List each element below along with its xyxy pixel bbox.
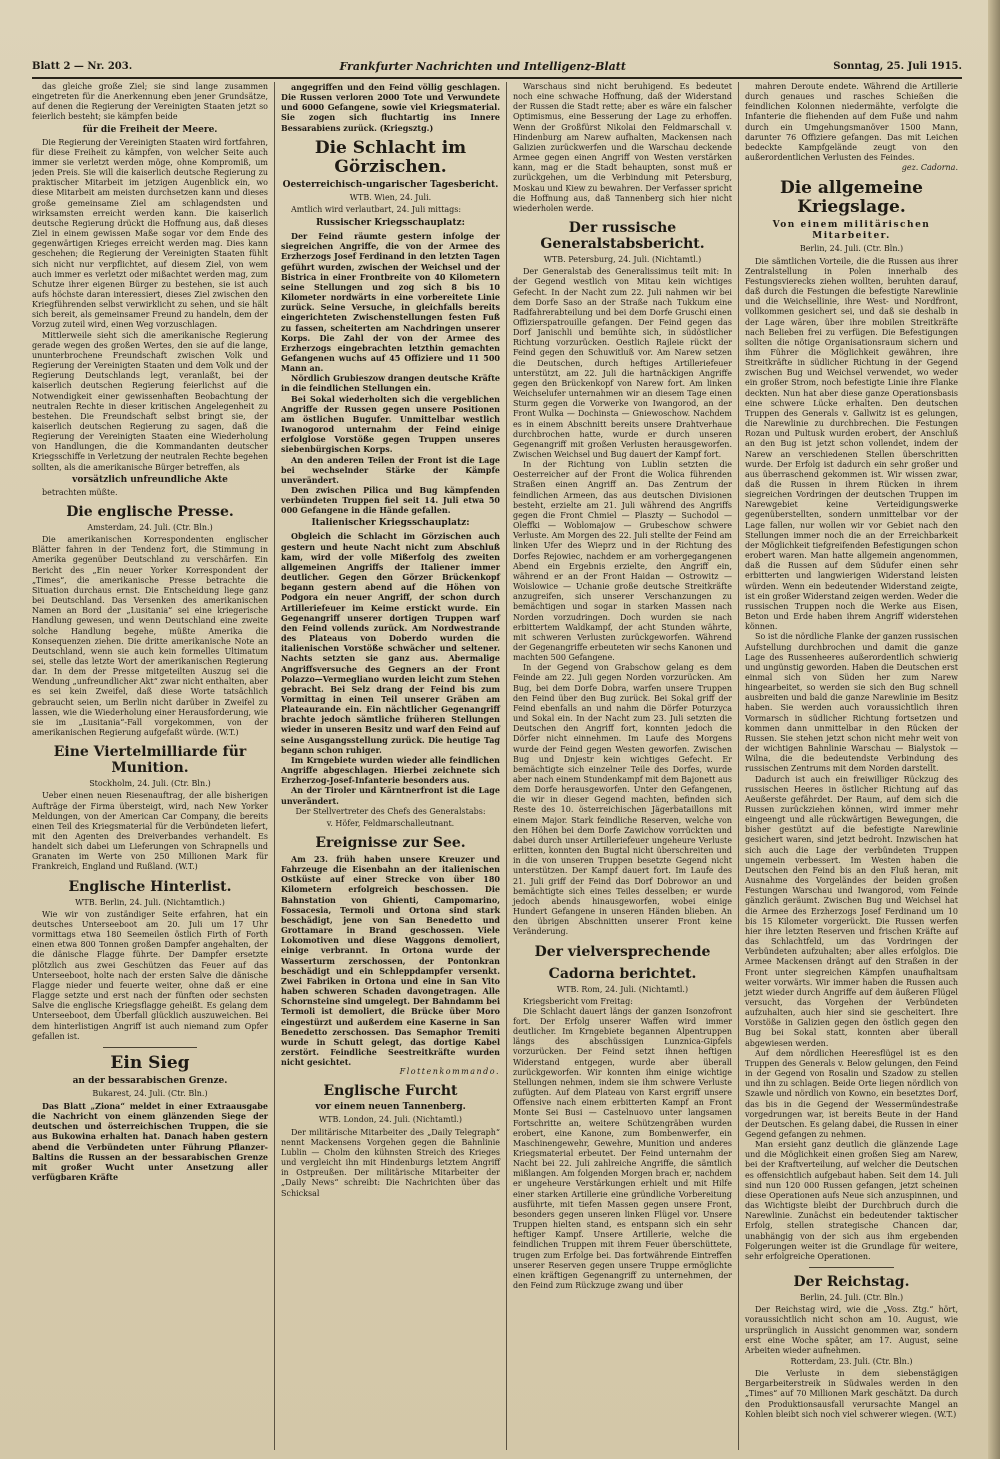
dateline: Berlin, 24. Juli. (Ctr. Bln.) (799, 244, 904, 254)
dateline: WTB. Rom, 24. Juli. (Nichtamtl.) (556, 984, 689, 994)
headline-kriegslage: Die allgemeine Kriegslage. (779, 178, 923, 218)
article-text: An der Tiroler und Kärntnerfront ist die Lage unverändert. (281, 785, 500, 806)
masthead (32, 58, 962, 74)
article-text: Der Generalstab des Generalissimus teilt mit: In der Gegend westlich von Mitau kein wichtiges Gefecht. In der Nacht zum 22. Juli nahmen wir bei dem Dorfe Saso an der Straße nach Tukkum eine Radfahrerabteilung und bei dem Dorfe Gruschi einen Offizierspatrouille gefangen. Der Feind gegen das Dorf Janischli und bemühte sich, in südöstlicher Richtung vorzurücken. Oestlich Rajleie rückt der Feind gegen den Schuwitluß vor. Am Narew setzen die Deutschen, durch heftiges Artilleriefeuer unterstützt, am 22. Juli die hartnäckigen Angriffe gegen den Brückenkopf von Narew fort. Am linken Weichselufer unternahmen wir an diesem Tage einen Sturm gegen die Vorwerke von Iwangorod, an der Front Wulka — Dochinsta — Gniewoschow. Nachdem es in einem Abschnitt bereits unsere Drahtverhaue durchbrochen hatte, wurde er durch unseren Gegenangriff mit großen Verlusten herausgeworfen. Zwischen Weichsel und Bug dauert der Kampf fort. (513, 267, 732, 459)
article-text: In der Richtung von Lublin setzten die Oesterreicher auf der Front die Wolica führenden Straßen einen Angriff an. Das Zentrum der feindlichen Armeen, das aus deutschen Divisionen besteht, erzielte am 21. Juli während des Angriffs gegen die Front Chmiel — Plaszty — Suchodol — Oleffki — Woblomajow — Grubeschow schwere Verluste. Am Morgen des 22. Juli stellte der Feind am linken Ufer des Wieprz und in der Richtung des Dorfes Rejowiec, nachdem er am vorhergegangenen Abend ein Ergebnis erzielte, den Angriff ein, während er an der Front Haidan — Ostrowitz — Woislowice — Uchanie große deutsche Streitkräfte anzugreifen, sich unserer Verschanzungen zu bemächtigen und sogar in starken Massen nach Norden vorzudringen. Doch wurden sie nach erbittertem Waldkampf, der acht Stunden währte, mit schweren Verlusten zurückgeworfen. Während der Gegenangriffe erbeuteten wir sechs Kanonen und machten 500 Gefangene. (513, 460, 732, 663)
article-text: betrachten müßte. (42, 487, 118, 497)
article-text: Amtlich wird verlautbart, 24. Juli mittags: (291, 204, 462, 214)
article-text: Mittlerweile sieht sich die amerikanische Regierung gerade wegen des großen Wertes, den sie auf die lange, ununterbrochene Freundschaft zwischen Volk und Regierung der Vereinigten Staaten und dem Volk und der Regierung Deutschlands legt, veranlaßt, bei der kaiserlich deutschen Regierung feierlichst auf die Notwendigkeit einer gewissenhaften Beobachtung der neutralen Rechte in dieser kritischen Angelegenheit zu bestehen. Die Freundschaft selbst bringt sie, der kaiserlich deutschen Regierung zu sagen, daß die Regierung der Vereinigten Staaten eine Wiederholung von Handlungen, die die Kommandanten deutscher Kriegsschiffe in Verletzung der neutralen Rechte begehen sollten, als die amerikanische Bürger betreffen, als (32, 330, 268, 472)
article-text: Die Verluste in dem siebenstägigen Bergarbeiterstreik in Südwales werden in den „Times“ auf 70 Millionen Mark geschätzt. Da durch den Produktionsausfall verursachte Mangel an Kohlen bleibt sich noch viel schwerer wiegen. (W.T.) (745, 1369, 958, 1419)
article-text: Am 23. früh haben unsere Kreuzer und Fahrzeuge die Eisenbahn an der italienischen Ostküste auf einer Strecke von über 180 Kilometern erfolgreich beschossen. Die Bahnstation von Ghienti, Campomarino, Fossacesia, Termoli und Ortona sind stark beschädigt, jene von San Benedetto und Grottamare in Brand geschossen. Viele Lokomotiven und diese Waggons demoliert, einige verbrannt. In Ortona wurde der Wasserturm zerschossen, der Pontonkran beschädigt und ein Schleppdampfer versenkt. Zwei Fabriken in Ortona und eine in San Vito haben schweren Schaden davongetragen. Alle Schornsteine sind umgelegt. Der Bahndamm bei Termoli ist demoliert, die Brücke über Moro eingestürzt und außerdem eine Kaserne in San Benedetto zerschossen. Das Semaphor Tremiti wurde in Schutt gelegt, das dortige Kabel zerstört. Feindliche Seestreitkräfte wurden nicht gesichtet. (281, 854, 500, 1068)
signature: v. Höfer, Feldmarschalleutnant. (326, 818, 455, 828)
dateline: Berlin, 24. Juli. (Ctr. Bln.) (799, 1293, 904, 1303)
article-text: Der militärische Mitarbeiter des „Daily Telegraph“ nennt Mackensens Vorgehen gegen die Bahnlinie Lublin — Cholm den kühnsten Streich des Krieges und vergleicht ihn mit Hindenburgs letztem Angriff in Ostpreußen. Der militärische Mitarbeiter der „Daily News“ schreibt: Die Nachrichten über das Schicksal (281, 1127, 500, 1198)
article-text: Wie wir von zuständiger Seite erfahren, hat ein deutsches Unterseeboot am 20. Juli um 17 Uhr vormittags etwa 180 Seemeilen östlich Firth of Forth einen etwa 800 Tonnen großen Dampfer angehalten, der die dänische Flagge führte. Der Dampfer ersetzte plötzlich aus zwei Geschützen das Feuer auf das Unterseeboot, holte nach der ersten Salve die dänische Flagge nieder und feuerte weiter, ohne daß er eine Flagge setzte und erst nach der fünften oder sechsten Salve die englische Kriegsflagge geheißt. Es gelang dem Unterseeboot, dem Überfall glücklich auszuweichen. Bei dem hinterlistigen Angriff ist auch niemand zum Opfer gefallen ist. (32, 909, 268, 1041)
signature: Der Stellvertreter des Chefs des Generalstabs: (295, 806, 486, 816)
headline-furcht-sub: vor einem neuen Tannenberg. (315, 1102, 466, 1113)
article-text: Der Reichstag wird, wie die „Voss. Ztg.“ hört, voraussichtlich nicht schon am 10. August, wie ursprünglich in Aussicht genommen war, sondern erst eine Woche später, am 17. August, seine Arbeiten wieder aufnehmen. (745, 1305, 958, 1355)
article-text: Die Schlacht dauert längs der ganzen Isonzofront fort. Der Erfolg unserer Waffen wird immer deutlicher. Im Krngebiete begannen Alpentruppen längs des abschüssigen Lunznica-Gipfels vorzurücken. Der Feind setzt ihnen heftigen Widerstand entgegen, wurde aber überall zurückgeworfen. Wir konnten ihm einige wichtige Stellungen nehmen, indem sie ihm schwere Verluste zufügten. Auf dem Plateau von Karst ergriff unsere Offensive nach einem erbitterten Kampf an Front Monte Sei Busi — Castelnuovo unter langsamen Fortschritte an, weitere Schützengräben wurden erobert, eine Kanone, zum Bombenwerfer, ein Maschinengewehr, Gewehre, Munition und anderes Kriegsmaterial erbeutet. Der Feind unternahm der Nacht bei 22. Juli zahlreiche Angriffe, die sämtlich mißlangen. Am folgenden Morgen brach er, nachdem er ungeheure Verstärkungen erhielt und mit Hilfe einer starken Artillerie eine gründliche Vorbereitung ausführte, mit tiefen Massen gegen unsere Front, besonders gegen unseren linken Flügel vor. Unsere Truppen hielten stand, es entspann sich ein sehr heftiger Kampf. Unsere Artillerie, welche die feindlichen Truppen mit ihrem Feuer überschüttete, trugen zum Erfolge bei. Das fortwährende Eintreffen unserer Reserven gegen unsere Truppe ermöglichte einen kräftigen Gegenangriff zu unternehmen, der den Feind zum Rückzuge zwang und über (513, 1006, 732, 1291)
headline-schlacht: Die Schlacht im Görzischen. (314, 137, 467, 177)
headline-munition: Eine Viertelmilliarde für Munition. (53, 744, 247, 777)
dateline: WTB. Berlin, 24. Juli. (Nichtamtlich.) (75, 897, 225, 907)
article-text: Auf dem nördlichen Heeresflügel ist es den Truppen des Generals v. Below gelungen, den Feind in der Gegend von Rosalin und Szadow zu stellen und ihn zu schlagen. Beide Orte liegen nördlich von Szawle und nördlich von Kowno, ein besetztes Dorf, das bis in die Gegend der Wessermündestraße vorgedrungen war, ist bereits Beute in der Hand der Deutschen. Es gelang dabei, die Russen in einer Gegend gefangen zu nehmen. (745, 1048, 958, 1139)
signature: gez. Cadorna. (901, 163, 958, 173)
dateline: Amsterdam, 24. Juli. (Ctr. Bln.) (87, 522, 213, 532)
headline-sieg: Ein Sieg (110, 1052, 190, 1073)
page-edge (988, 0, 1000, 1459)
article-text: Man ersieht ganz deutlich die glänzende Lage und die Möglichkeit einen großen Sieg am Narew, bei der Kraftverteilung, auf welcher die Deutschen es offensichtlich aufgebaut haben. Seit dem 14. Juli sind nun 120 000 Russen gefangen, jetzt scheinen diese Operationen aufs Neue sich anzuspinnen, und das Wichtigste bleibt der Durchbruch durch die Narewlinie. Zunächst ein bedeutender taktischer Erfolg, stellen strategische Chancen dar, unabhängig von der sich aus ihm ergebenden Folgerungen weiter ist die Grundlage für weitere, sehr erfolgreiche Operationen. (745, 1140, 958, 1261)
article-text: Obgleich die Schlacht im Görzischen auch gestern und heute Nacht nicht zum Abschluß kam, wird der volle Mißerfolg des zweiten allgemeinen Angriffs der Italiener immer deutlicher. Gegen den Görzer Brückenkopf begann gestern abend auf die Höhen von Podgora ein neuer Angriff, der schon durch Artilleriefeuer im Keime erstickt wurde. Ein Gegenangriff unserer dortigen Truppen warf den Feind vollends zurück. Am Nordwestrande des Plateaus von Doberdo wurden die italienischen Vorstöße schwächer und seltener. Nachts setzten sie ganz aus. Abermalige Angriffsversuche des Gegners an der Front Polazzo—Vermegliano wurden leicht zum Stehen gebracht. Bei Selz drang der Feind bis zum Vormittag in einen Teil unserer Gräben am Plateaurande ein. Ein nächtlicher Gegenangriff brachte jedoch sämtliche früheren Stellungen wieder in unseren Besitz und warf den Feind auf seine Ausgangsstellung zurück. Die heutige Tag begann schon ruhiger. (281, 531, 500, 755)
article-text: Der Feind räumte gestern infolge der siegreichen Angriffe, die von der Armee des Erzherzogs Josef Ferdinand in den letzten Tagen geführt wurden, zwischen der Weichsel und der Bistrica in einer Frontbreite von 40 Kilometern seine Stellungen und zog sich 8 bis 10 Kilometer nordwärts in eine vorbereitete Linie zurück. Seine Versuche, in gleichfalls bereits eingerichteten Zwischenstellungen festen Fuß zu fassen, scheiterten am Nachdringen unserer Korps. Die Zahl der von der Armee des Erzherzogs eingebrachten letzthin gemachten Gefangenen wuchs auf 45 Offiziere und 11 500 Mann an. (281, 231, 500, 374)
article-text: Die amerikanischen Korrespondenten englischer Blätter fahren in der Tendenz fort, die Stimmung in Amerika gegenüber Deutschland zu verschärfen. Ein Bericht des „Ein neuer Yorker Korrespondent der „Times“, die amerikanische Presse betrachte die Situation durchaus ernst. Die Entscheidung liege ganz bei Deutschland. Das Versenken des amerikanischen Namen an Bord der „Lusitania“ sei eine kriegerische Handlung gewesen, und wenn Deutschland eine zweite solche Handlung begehe, müßte Amerika die Konsequenzen ziehen. Die dritte amerikanische Note an Deutschland, wenn sie auch kein formelles Ultimatum sei, stelle das letzte Wort der amerikanischen Regierung dar. In dem der Presse mitgeteilten Auszug sei die Wendung „unfreundlicher Akt“ zwar nicht enthalten, aber es sei kein Zweifel, daß diese Worte tatsächlich gebraucht seien, um Berlin nicht darüber in Zweifel zu lassen, wie die Wiederholung einer Herausforderung, wie sie im „Lusitania“-Fall vorgekommen, von der amerikanischen Regierung aufgefaßt würde. (W.T.) (32, 535, 268, 738)
article-emphasis: vorsätzlich unfreundliche Akte (72, 474, 228, 485)
column-4 (738, 82, 964, 1450)
divider (809, 1267, 894, 1268)
article-subhead: Oesterreichisch-ungarischer Tagesbericht. (282, 179, 499, 190)
headline-cadorna-sub: Cadorna berichtet. (548, 965, 697, 982)
dateline: Stockholm, 24. Juli. (Ctr. Bln.) (89, 779, 211, 789)
headline-hinterlist: Englische Hinterlist. (68, 878, 232, 895)
article-text: mahren Deroute endete. Während die Artillerie durch genaues und rasches Schießen die feindlichen Kolonnen niedermähte, verfolgte die Infanterie die fliehenden auf dem Fuße und nahm durch ein Umgehungsmanöver 1500 Mann, darunter 76 Offiziere gefangen. Das mit Leichen bedeckte Kampfgelände zeugt von den außerordentlichen Verlusten des Feindes. (745, 82, 958, 163)
columns (32, 82, 964, 1450)
article-text: Im Krngebiete wurden wieder alle feindlichen Angriffe abgeschlagen. Hierbei zeichnete sich Erzherzog-Josef-Infanterie besonders aus. (281, 754, 500, 786)
headline-sieg-sub: an der bessarabischen Grenze. (72, 1075, 228, 1086)
divider (103, 1047, 197, 1048)
article-text: Kriegsbericht vom Freitag: (523, 996, 633, 1006)
dateline: Bukarest, 24. Juli. (Ctr. Bln.) (92, 1088, 208, 1098)
article-text: angegriffen und den Feind völlig geschlagen. Die Russen verloren 2000 Tote und Verwundete und 6000 Gefangene, sowie viel Kriegsmaterial. Sie zogen sich fluchtartig ins Innere Bessarabiens zurück. (Kriegsztg.) (281, 82, 500, 133)
article-text: Warschaus sind nicht beruhigend. Es bedeutet noch eine schwache Hoffnung, daß der Widerstand der Russen die Stadt rette; aber es wäre ein falscher Optimismus, eine Besserung der Lage zu erhoffen. Wenn der Großfürst Nikolai den Feldmarschall v. Hindenburg am Narew aufhalten, Mackensen nach Galizien zurückwerfen und die Warschau deckende Armee gegen einen Angriff von Westen verstärken kann, mag er die Stadt behaupten, sonst muß er zurückgehen, um die Verbindung mit Petersburg, Moskau und Kiew zu bewahren. Der Verfasser spricht die Hoffnung aus, daß Tannenberg sich hier nicht wiederholen werde. (513, 82, 733, 213)
headline-furcht: Englische Furcht (323, 1083, 458, 1100)
article-text: Nördlich Grubieszow drangen deutsche Kräfte in die feindlichen Stellungen ein. (281, 373, 500, 394)
article-text: das gleiche große Ziel; sie sind lange zusammen eingetreten für die Anerkennung eben jener Grundsätze, auf denen die Regierung der Vereinigten Staaten jetzt so feierlich besteht; sie kämpfen beide (32, 82, 268, 122)
column-2 (274, 82, 506, 1450)
section-heading: Italienischer Kriegsschauplatz: (311, 518, 470, 529)
article-text: Das Blatt „Ziona“ meldet in einer Extraausgabe die Nachricht von einem glänzenden Siege der deutschen und österreichischen Truppen, die sie aus Bukowina erhalten hat. Danach haben gestern abend die Verbündeten unter Führung Pflanzer-Baltins die Russen an der bessarabischen Grenze mit großer Wucht unter Ansetzung aller verfügbaren Kräfte (32, 1100, 268, 1183)
article-text: In der Gegend von Grabschow gelang es dem Feinde am 22. Juli gegen Norden vorzurücken. Am Bug, bei dem Dorfe Dobra, warfen unsere Truppen den Feind über den Bug zurück. Bei Sokal griff der Feind ebenfalls an und nahm die Dörfer Poturzyca und Sokal ein. In der Nacht zum 23. Juli setzten die Deutschen den Angriff fort, konnten jedoch die Dörfer nicht einnehmen. Im Laufe des Morgens wurde der Feind gegen Westen geworfen. Zwischen Bug und Dnjestr kein wichtiges Gefecht. Er bemächtigte sich einzelner Teile des Dorfes, wurde aber nach einem Stundenkampf mit dem Bajonett aus dem Dorfe herausgeworfen. Unter den Gefangenen, die wir in dieser Gegend machten, befinden sich Reste des 10. österreichischen Jägerbataillons mit einem Major. Stark feindliche Reserven, welche von den Höhen bei dem Dorfe Zawichow vorrückten und dabei durch unser Artilleriefeuer ungeheure Verluste erlitten, konnten den Bugtal nicht überschreiten und in die von unseren Truppen besetzte Gegend nicht unterstützen. Der Kampf dauert fort. Im Laufe des 21. Juli griff der Feind das Dorf Dobrowor an und bemächtigte sich eines Teiles desselben; er wurde jedoch abends hinausgeworfen, wobei einige Hundert Gefangene in unseren Händen blieben. An den übrigen Abschnitten unserer Front keine Veränderung. (513, 663, 732, 937)
article-text: Ueber einen neuen Riesenauftrag, der alle bisherigen Aufträge der Firma übersteigt, wird, nach New Yorker Meldungen, von der American Car Company, die bereits einen Teil des Kriegsmaterial für die Verbündeten liefert, mit den Agenten des Dreiverbandes verhandelt. Es handelt sich dabei um Lieferungen von Schrapnells und Granaten im Werte von 250 Millionen Mark für Frankreich, England und Rußland. (W.T.) (32, 791, 268, 872)
article-text: An den anderen Teilen der Front ist die Lage bei wechselnder Stärke der Kämpfe unverändert. (281, 454, 500, 485)
column-1 (32, 82, 274, 1450)
section-heading: Russischer Kriegsschauplatz: (316, 218, 465, 229)
dateline: WTB. London, 24. Juli. (Nichtamtl.) (318, 1115, 463, 1125)
dateline: WTB. Wien, 24. Juli. (349, 192, 432, 202)
headline-englische-presse: Die englische Presse. (66, 503, 234, 520)
article-subhead: für die Freiheit der Meere. (82, 124, 218, 135)
masthead-rule (32, 77, 962, 79)
column-3 (506, 82, 738, 1450)
masthead-date: Sonntag, 25. Juli 1915. (833, 60, 962, 72)
article-text: So ist die nördliche Flanke der ganzen russischen Aufstellung durchbrochen und damit die ganze Lage des Russenheeres außerordentlich schwierig und ungünstig geworden. Haben die Deutschen erst einmal sich von Süden her zum Narew hingearbeitet, so werden sie sich den Bug schnell ausbreiten und bald die ganze Narewlinie im Besitz haben. Sie werden auch voraussichtlich ihren Vormarsch in südlicher Richtung fortsetzen und kommen dann unmittelbar in den Rücken der Russen. Sie stehen jetzt schon nicht mehr weit von der wichtigen Bahnlinie Warschau — Bialystok — Wilna, die die bedeutendste Verbindung des russischen Zentrums mit dem Norden darstellt. (745, 632, 958, 774)
masthead-issue: Blatt 2 — Nr. 203. (32, 60, 133, 72)
article-text: Bei Sokal wiederholten sich die vergeblichen Angriffe der Russen gegen unsere Positionen am östlichen Bugufer. Unmittelbar westlich Iwanogorod unternahm der Feind einige erfolglose Vorstöße gegen Truppen unseres siebenbürgischen Korps. (281, 393, 500, 455)
headline-cadorna: Der vielversprechende (534, 943, 711, 960)
masthead-title: Frankfurter Nachrichten und Intelligenz-Blatt (339, 59, 626, 73)
headline-see: Ereignisse zur See. (315, 835, 466, 851)
dateline: Rotterdam, 23. Juli. (Ctr. Bln.) (790, 1356, 913, 1366)
headline-reichstag: Der Reichstag. (793, 1274, 910, 1291)
headline-russ-generalstab: Der russische Generalstabsbericht. (540, 220, 705, 253)
dateline: WTB. Petersburg, 24. Juli. (Nichtamtl.) (543, 255, 702, 265)
article-text: Die sämtlichen Vorteile, die die Russen aus ihrer Zentralstellung in Polen innerhalb des Festungsvierecks ziehen wollten, beruhten darauf, daß durch die Festungen die befestigte Narewlinie und die Weichsellinie, ihre West- und Nordfront, vollkommen gesichert sei, und daß sie deshalb in der Lage wären, über ihre mobilen Streitkräfte nach Belieben frei zu verfügen. Die Befestigungen sollten die nötige Organisationsraum sichern und ihm Führer die Möglichkeit gewähren, ihre Streitkräfte in südlicher Richtung in der Gegend zwischen Bug und Weichsel verwendet, wo weder ein großer Strom, noch befestigte Linie ihre Flanke deckten. Nun hat aber diese ganze Operationsbasis eine schwere Lücke erhalten. Den deutschen Truppen des Generals v. Gallwitz ist es gelungen, die Narewlinie zu durchbrechen. Die Festungen Rozan und Pultusk wurden erobert, der Anschluß an den Bug ist jetzt schon vollendet, indem der Narew an verschiedenen Stellen überschritten wurde. Der Erfolg ist dadurch ein sehr großer und aus überraschend gekommen ist. Wir wissen zwar, daß die Russen in ihrem Rücken in ihrem siegreichen Vordringen der deutschen Truppen im Narewgebiet keine Verteidigungswerke gegenüberstellten, sondern unmittelbar vor der Lage fallen, nur wollen wir vor Gebiet nach den Stellungen immer noch die an der Erreichbarkeit der Möglichkeit tiefgreifenden Befestigungen schon erobert waren. Man hatte allgemein angenommen, daß die Russen auf dem Südufer einen sehr erbitterten und langwierigen Widerstand leisten würden. Wenn ein bedeutender Widerstand zeigte, ist ein großer Widerstand zeigen werden. Weder die russischen Truppen noch die Werke aus Eisen, Beton und Erde haben ihrem Angriff widerstehen können. (745, 256, 958, 632)
signature: Flottenkommando. (399, 1067, 500, 1077)
article-subhead: Von einem militärischen Mitarbeiter. (772, 220, 931, 242)
article-text: Dadurch ist auch ein freiwilliger Rückzug des russischen Heeres in östlicher Richtung auf das Aeußerste gefährdet. Der Raum, auf dem sich die Russen zurückziehen können, wird immer mehr eingeengt und alle rückwärtigen Bewegungen, die bisher gestützt auf die befestigte Narewlinie gesichert waren, sind jetzt bedroht. Inzwischen hat sich auch die Lage der verbündeten Truppen ungemein verbessert. Im Westen haben die Deutschen den Feind bis an den Fluß heran, mit Ausnahme des Vorgeländes der beiden großen Festungen Warschau und Iwangorod, vom Feinde gänzlich geräumt. Zwischen Bug und Weichsel hat die Armee des Erzherzogs Josef Ferdinand um 10 bis 15 Kilometer vorgerückt. Die Russen werfen hier ihre letzten Reserven und frischen Kräfte auf das Schlachtfeld, um das Vordringen der Verbündeten aufzuhalten; aber alles erfolglos. Die Armee Mackensen drängt auf den Straßen in der Front unter siegreichen Kämpfen unaufhaltsam weiter vorwärts. Wir immer haben die Russen auch jetzt wieder durch Angriffe auf dem äußeren Flügel versucht, das Vorgehen der Verbündeten aufzuhalten, auch hier sind sie gescheitert. Ihre Vorstöße in Galizien gegen den östlich gegen den Bug bei Sokal statt, konnten aber überall abgewiesen werden. (745, 774, 958, 1048)
article-text: Den zwischen Pilica und Bug kämpfenden verbündeten Truppen fiel seit 14. Juli etwa 50 000 Gefangene in die Hände gefallen. (281, 485, 500, 516)
article-text: Die Regierung der Vereinigten Staaten wird fortfahren, für diese Freiheit zu kämpfen, von welcher Seite auch immer sie verletzt werden möge, ohne Kompromiß, um jeden Preis. Sie will die kaiserlich deutsche Regierung zu praktischer Mitarbeit im jetzigen Augenblick ein, wo diese Mitarbeit am meisten durchsetzen kann und dieses große gemeinsame Ziel am schlagendsten und wirksamsten erreicht werden kann. Die kaiserlich deutsche Regierung drückt die Hoffnung aus, daß dieses Ziel in einem gewissen Maße sogar vor dem Ende des gegenwärtigen Krieges erreicht werden mag. Dies kann geschehen; die Regierung der Vereinigten Staaten fühlt sich nicht nur verpflichtet, auf diesem Ziel, von wem auch immer es verletzt oder mißachtet werden mag, zum Schutze ihrer eigenen Bürger zu bestehen, sie ist auch aufs höchste daran interessiert, dieses Ziel zwischen den Kriegführenden selbst verwirklicht zu sehen, und sie hält sich bereit, als gemeinsamer Freund zu handeln, dem der Vorzug zuteil wird, einen Weg vorzuschlagen. (32, 137, 268, 330)
